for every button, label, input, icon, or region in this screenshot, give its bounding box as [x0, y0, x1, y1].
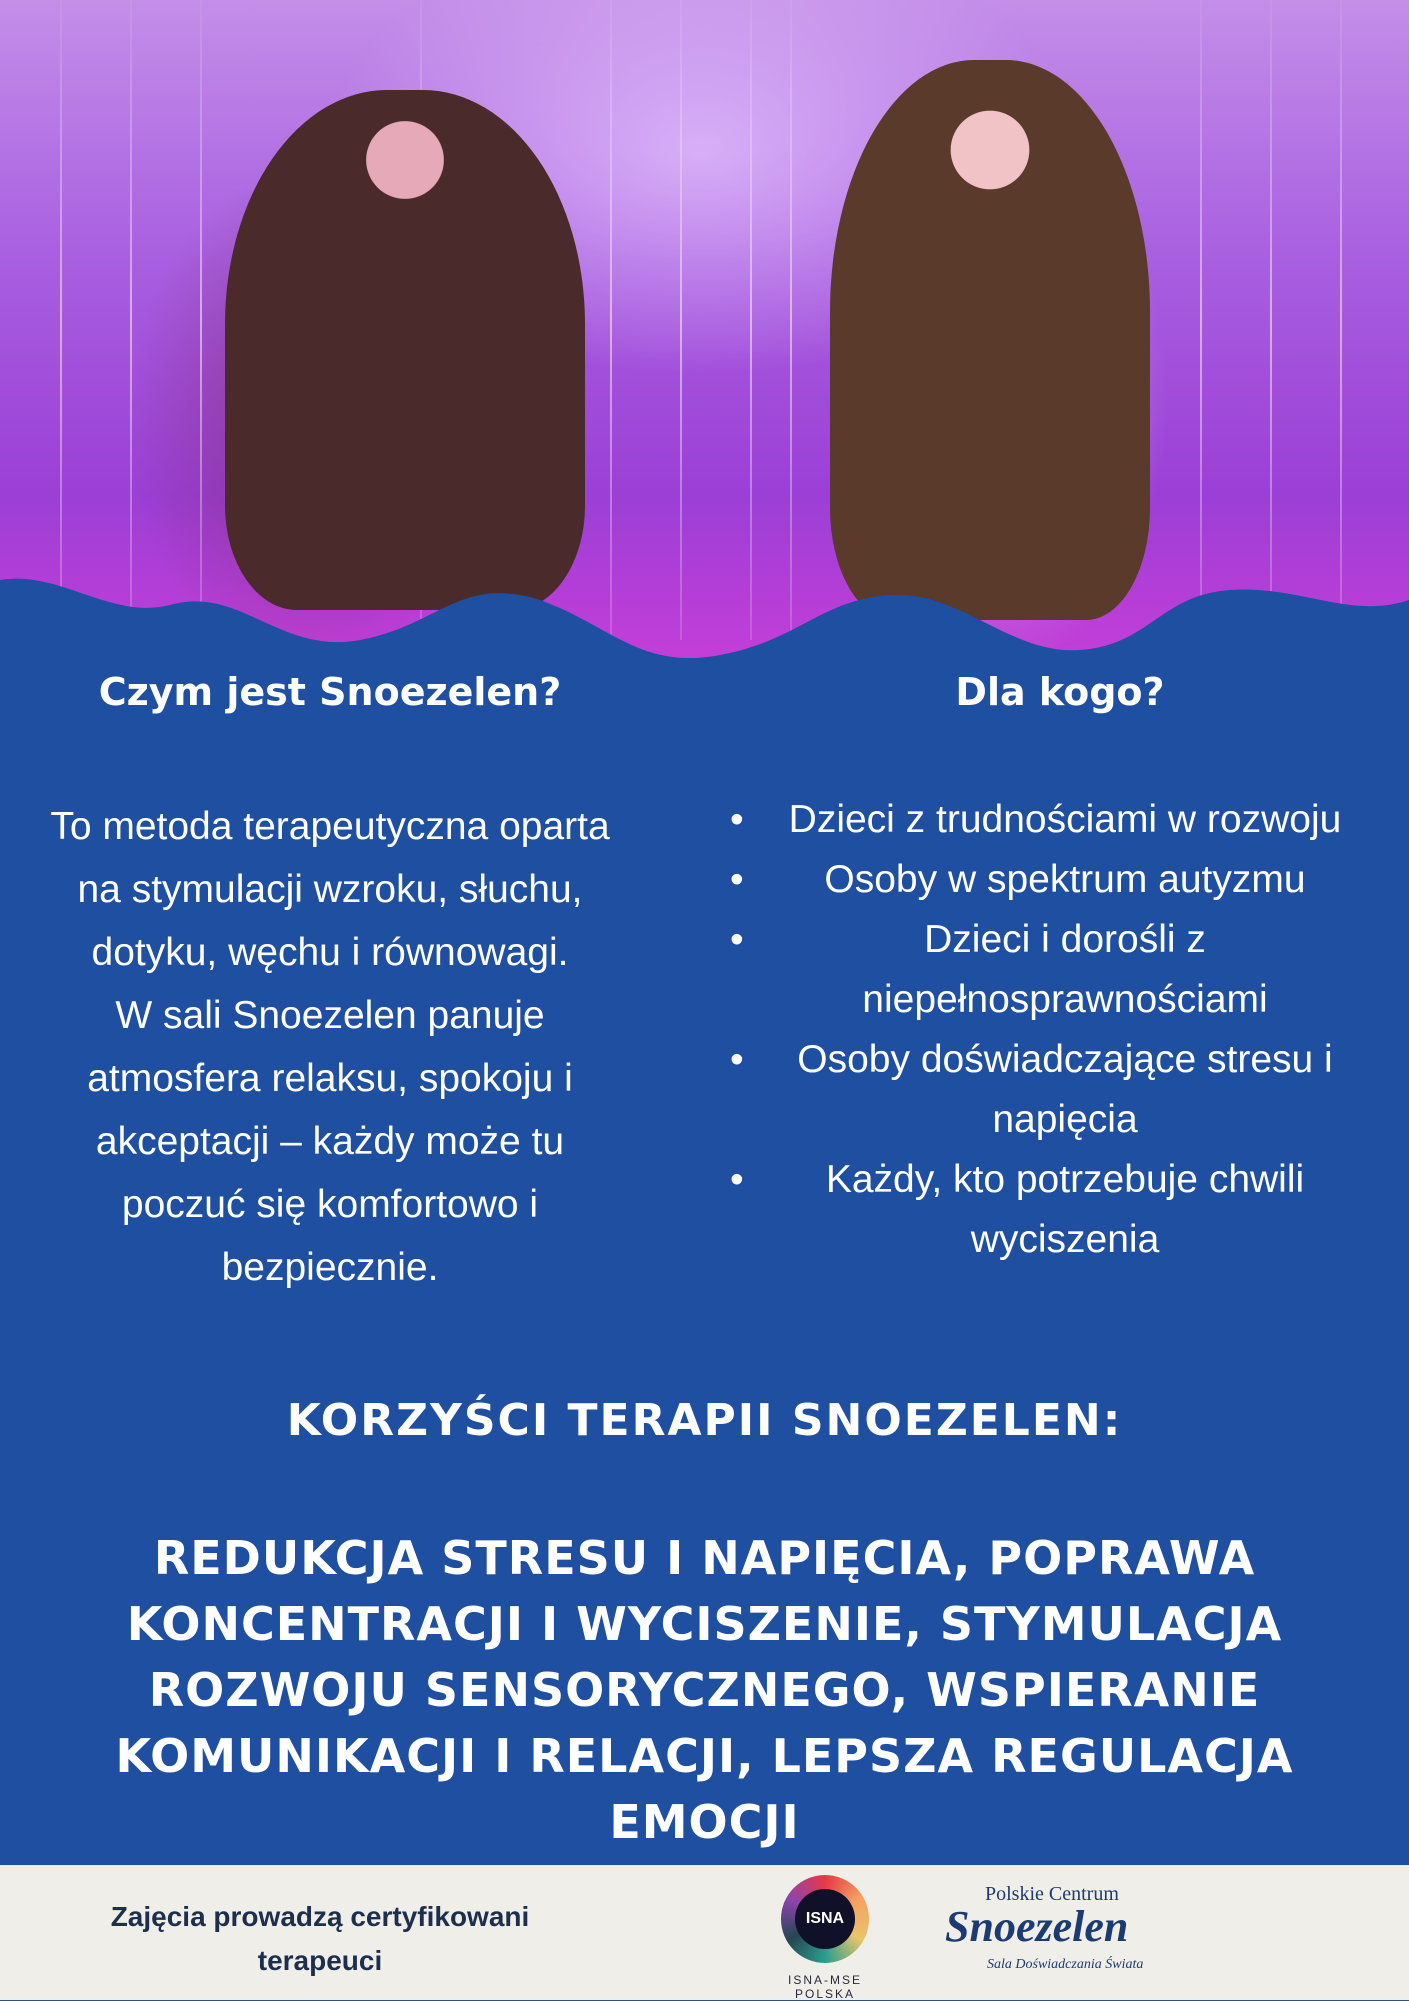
list-item: • Osoby w spektrum autyzmu [720, 850, 1360, 910]
footer-text: Zajęcia prowadzą certyfikowani terapeuci [110, 1901, 530, 1976]
isna-logo-icon [781, 1875, 869, 1963]
psc-logo [945, 1883, 1185, 1983]
list-item: • Dzieci z trudnościami w rozwoju [720, 790, 1360, 850]
benefits-text: REDUKCJA STRESU I NAPIĘCIA, POPRAWA KONCENTRACJI I WYCISZENIE, STYMULACJA ROZWOJU SENSORYCZNEGO, WSPIERANIE KOMUNIKACJI I RELACJI, LEPSZA REGULACJA EMOCJI [115, 1531, 1294, 1849]
psc-logo-main: Snoezelen [945, 1902, 1129, 1951]
list-item: • Każdy, kto potrzebuje chwili wyciszenia [720, 1150, 1360, 1270]
isna-logo-text: ISNA [795, 1889, 855, 1949]
psc-logo-top: Polskie Centrum [985, 1883, 1119, 1905]
description-paragraph: To metoda terapeutyczna oparta na stymulacji wzroku, słuchu, dotyku, węchu i równowagi. [50, 805, 610, 974]
benefits-title: KORZYŚCI TERAPII SNOEZELEN: [286, 1395, 1123, 1446]
list-item: • Osoby doświadczające stresu i napięcia [720, 1030, 1360, 1150]
list-item: • Dzieci i dorośli z niepełnosprawnościami [720, 910, 1360, 1030]
audience-list [720, 790, 1360, 1270]
description [30, 795, 630, 1299]
footer [0, 1865, 1409, 2000]
cloud-divider [0, 560, 1409, 670]
person-left [225, 90, 585, 610]
section-title-what-is: Czym jest Snoezelen? [98, 670, 562, 714]
section-title-for-whom: Dla kogo? [955, 670, 1165, 714]
person-right [830, 60, 1150, 620]
isna-caption: ISNA-MSE POLSKA [787, 1973, 862, 2001]
isna-logo [760, 1875, 890, 2001]
psc-logo-sub: Sala Doświadczania Świata [987, 1957, 1144, 1972]
description-paragraph: W sali Snoezelen panuje atmosfera relaksu, spokoju i akceptacji – każdy może tu poczuć się komfortowo i bezpiecznie. [87, 994, 573, 1289]
